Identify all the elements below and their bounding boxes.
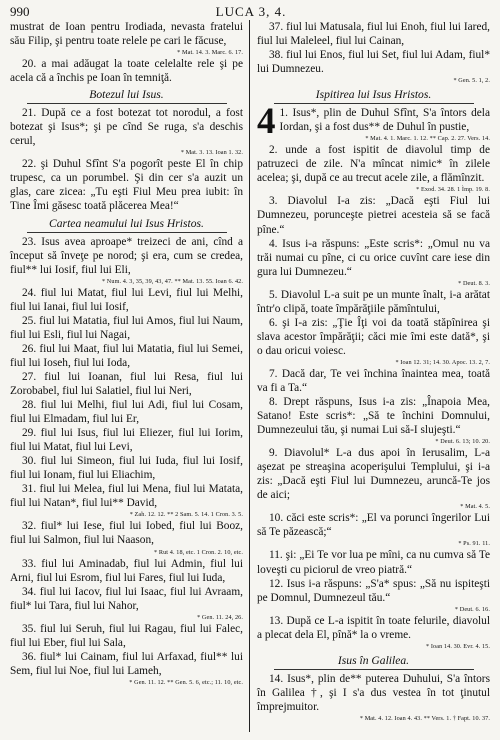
verse: 33. fiul lui Aminadab, fiul lui Admin, fiul lui Arni, fiul lui Esrom, fiul lui Fares, fiul lui Iuda, [10,557,243,584]
verse: 36. fiul* lui Cainam, fiul lui Arfaxad, fiul** lui Sem, fiul lui Noe, fiul lui Lameh, [10,650,243,677]
section-heading [10,217,243,233]
cross-reference: * Exod. 34. 28. 1 Ìmp. 19. 8. [416,186,490,194]
column-divider [249,20,250,732]
verse-text: 1. Isus*, plin de Duhul Sfînt, S'a întors dela Iordan, şi a fost dus** de Duhul în pustie, [279,107,490,134]
cross-reference: * Ioan 12. 31; 14. 30. Apoc. 13. 2, 7. [395,358,490,366]
verse: 23. Isus avea aproape* treizeci de ani, cînd a început să înveţe pe norod; şi era, cum se credea, fiul** lui Iosif, fiul lui Eli, [10,235,243,276]
verse: 32. fiul* lui Iese, fiul lui Iobed, fiul lui Booz, fiul lui Salmon, fiul lui Naason, [10,520,243,547]
page-header [10,4,492,20]
verse: 35. fiul lui Seruh, fiul lui Ragau, fiul lui Falec, fiul lui Eber, fiul lui Sala, [10,622,243,649]
page-number: 990 [10,4,30,19]
verse: 12. Isus i-a răspuns: „S'a* spus: „Să nu ispiteşti pe Domnul, Dumnezeul tău.“ [257,577,490,604]
section-heading [10,88,243,104]
verse: 34. fiul lui Iacov, fiul lui Isaac, fiul lui Avraam, fiul* lui Tara, fiul lui Nahor, [10,585,243,612]
verse: 37. fiul lui Matusala, fiul lui Enoh, fiul lui Iared, fiul lui Maleleel, fiul lui Cainan, [257,21,490,48]
chapter-number: 4 [257,101,276,143]
verse: 2. unde a fost ispitit de diavolul timp de patruzeci de zile. N'a mîncat nimic* în zilele acelea; şi, după ce au trecut acele zile, a flămînzit. [257,144,490,185]
verse: 14. Isus*, plin de** puterea Duhului, S'a întors în Galilea †, şi I s'a dus vestea în tot ţinutul împrejmuitor. [257,672,490,713]
cross-reference: * Rut 4. 18, etc. 1 Cron. 2. 10, etc. [154,548,243,556]
cross-reference: * Gen. 5. 1, 2. [453,77,490,85]
verse: 11. şi: „Ei Te vor lua pe mîni, ca nu cumva să Te loveşti cu piciorul de vreo piatră.“ [257,549,490,576]
cross-reference: * Mat. 4. 1. Marc. 1. 12. ** Cap. 2. 27. Vers. 14. [365,135,490,143]
cross-reference: * Mat. 14. 3. Marc. 6. 17. [177,49,243,57]
heading-underline [274,669,474,670]
running-title: LUCA 3, 4. [215,4,287,19]
heading-underline [27,232,227,233]
verse: 21. După ce a fost botezat tot norodul, a fost botezat şi Isus*; şi pe cînd Se ruga, s'a deschis cerul, [10,107,243,148]
section-heading-text: Isus în Galilea. [337,653,410,667]
verse: 30. fiul lui Simeon, fiul lui Iuda, fiul lui Iosif, fiul lui Ionam, fiul lui Eliachim, [10,455,243,482]
cross-reference: * Deut. 6. 13; 10. 20. [435,438,490,446]
section-heading [257,654,490,670]
verse: 22. şi Duhul Sfînt S'a pogorît peste El în chip trupesc, ca un porumbel. Şi din cer s'a auzit un glas, care zicea: „Tu eşti Fiul Meu prea iubit: în Tine Îmi găsesc toată plăcerea Mea!“ [10,158,243,213]
cross-reference: * Mat. 3. 13. Ioan 1. 32. [180,149,243,157]
heading-underline [274,103,474,104]
verse: 31. fiul lui Melea, fiul lui Mena, fiul lui Matata, fiul lui Natan*, fiul lui** David, [10,483,243,510]
verse: 28. fiul lui Melhi, fiul lui Adi, fiul lui Cosam, fiul lui Elmadam, fiul lui Er, [10,399,243,426]
cross-reference: * Num. 4. 3, 35, 39, 43, 47. ** Mat. 13. 55. Ioan 6. 42. [101,277,243,285]
verse: 26. fiul lui Maat, fiul lui Matatia, fiul lui Semei, fiul lui Ioseh, fiul lui Ioda, [10,342,243,369]
cross-reference: * Deut. 8. 3. [458,279,490,287]
verse: 9. Diavolul* L-a dus apoi în Ierusalim, L-a aşezat pe streaşina acoperişului Templului, şi i-a zis: „Dacă eşti Fiul lui Dumnezeu, aruncă-Te jos de aici; [257,447,490,502]
verse: 10. căci este scris*: „El va porunci îngerilor Lui să Te păzească;“ [257,512,490,539]
cross-reference: * Mat. 4. 5. [460,503,490,511]
verse: 25. fiul lui Matatia, fiul lui Amos, fiul lui Naum, fiul lui Esli, fiul lui Nagai, [10,314,243,341]
cross-reference: * Gen. 11. 24, 26. [197,613,243,621]
cross-reference: * Ioan 14. 30. Evr. 4. 15. [426,642,490,650]
verse: 20. a mai adăugat la toate celelalte rele şi pe acela că a închis pe Ioan în temniţă. [10,58,243,85]
section-heading [257,88,490,104]
verse: 13. După ce L-a ispitit în toate felurile, diavolul a plecat dela El, pînă* la o vreme. [257,614,490,641]
verse: 8. Drept răspuns, Isus i-a zis: „Înapoia Mea, Satano! Este scris*: „Să te închini Domnului, Dumnezeului tău, şi numai Lui să-I slujeşti.“ [257,396,490,437]
section-heading-text: Ispitirea lui Isus Hristos. [315,88,432,102]
verse: 4. Isus i-a răspuns: „Este scris*: „Omul nu va trăi numai cu pîne, ci cu orice cuvînt care iese din gura lui Dumnezeu.“ [257,237,490,278]
verse: mustrat de Ioan pentru Irodiada, nevasta fratelui său Filip, şi pentru toate relele pe cari le făcuse, [10,21,243,48]
verse: 3. Diavolul I-a zis: „Dacă eşti Fiul lui Dumnezeu, porunceşte pietrei acesteia să se facă pîne.“ [257,195,490,236]
verse: 29. fiul lui Isus, fiul lui Eliezer, fiul lui Iorim, fiul lui Matat, fiul lui Levi, [10,427,243,454]
verse: 5. Diavolul L-a suit pe un munte înalt, i-a arătat într'o clipă, toate împărăţiile pămîntului, [257,288,490,315]
right-column [257,20,490,723]
cross-reference: * Gen. 11. 12. ** Gen. 5. 6, etc.; 11. 10, etc. [129,678,243,686]
cross-reference: * Deut. 6. 16. [454,605,490,613]
cross-reference: * Ps. 91. 11. [458,540,490,548]
section-heading-text: Botezul lui Isus. [89,88,164,102]
verse: 7. Dacă dar, Te vei închina înaintea mea, toată va fi a Ta.“ [257,367,490,394]
verse: 27. fiul lui Ioanan, fiul lui Resa, fiul lui Zorobabel, fiul lui Salatiel, fiul lui Neri, [10,370,243,397]
heading-underline [27,103,227,104]
verse: 6. şi I-a zis: „Ţie Îţi voi da toată stăpînirea şi slava acestor împărăţii; căci mie îmi este dată*, şi o dau oricui voiesc. [257,316,490,357]
section-heading-text: Cartea neamului lui Isus Hristos. [49,216,204,230]
cross-reference: * Mat. 4. 12. Ioan 4. 43. ** Vers. 1. † Fapt. 10. 37. [359,714,490,722]
verse: 24. fiul lui Matat, fiul lui Levi, fiul lui Melhi, fiul lui Ianai, fiul lui Iosif, [10,286,243,313]
left-column [10,20,243,687]
cross-reference: * Zah. 12. 12. ** 2 Sam. 5. 14. 1 Cron. 3. 5. [129,511,243,519]
verse: 38. fiul lui Enos, fiul lui Set, fiul lui Adam, fiul* lui Dumnezeu. [257,49,490,76]
